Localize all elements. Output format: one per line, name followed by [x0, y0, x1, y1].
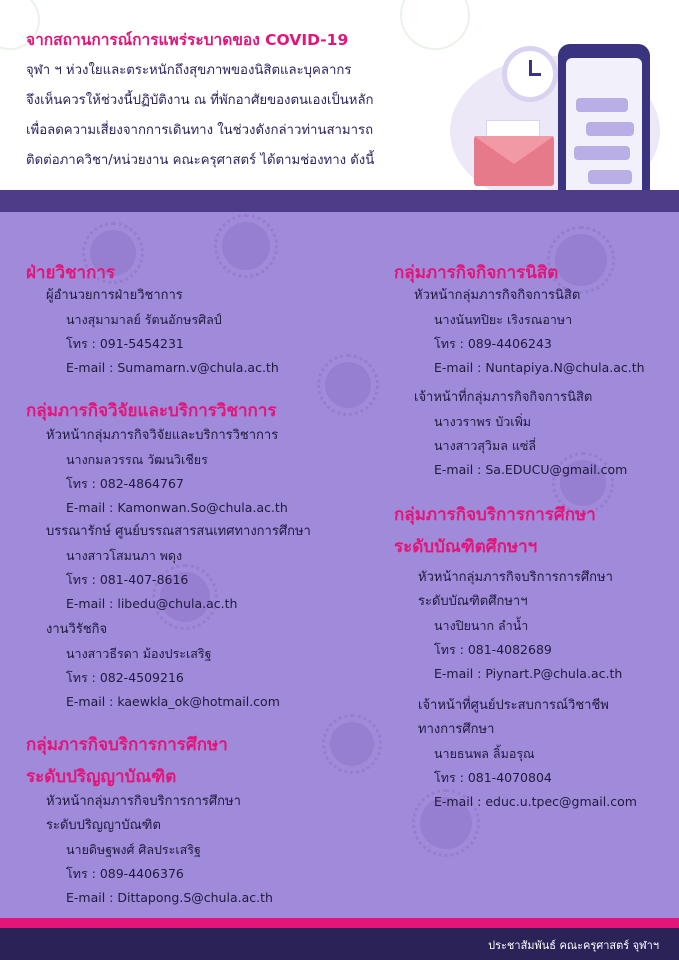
chat-bubble-icon [586, 122, 634, 136]
contact-phone: โทร : 082-4509216 [66, 670, 184, 685]
role-label: หัวหน้ากลุ่มภารกิจบริการการศึกษา [418, 570, 613, 585]
contact-phone: โทร : 089-4406376 [66, 866, 184, 881]
role-label: หัวหน้ากลุ่มภารกิจกิจการนิสิต [414, 288, 581, 303]
section-title-grad: กลุ่มภารกิจบริการการศึกษา [394, 505, 596, 525]
role-label: เจ้าหน้าที่กลุ่มภารกิจกิจการนิสิต [414, 390, 593, 405]
chat-bubble-icon [574, 146, 630, 160]
virus-icon [555, 234, 607, 286]
contact-email[interactable]: E-mail : libedu@chula.ac.th [66, 596, 238, 611]
contact-email[interactable]: E-mail : Nuntapiya.N@chula.ac.th [434, 360, 645, 375]
header [0, 0, 679, 190]
section-title-research: กลุ่มภารกิจวิจัยและบริการวิชาการ [26, 401, 277, 421]
clock-icon [502, 46, 558, 102]
contact-phone: โทร : 081-407-8616 [66, 572, 189, 587]
footer [0, 928, 679, 960]
role-label: หัวหน้ากลุ่มภารกิจวิจัยและบริการวิชาการ [46, 428, 279, 443]
role-label: ระดับปริญญาบัณฑิต [46, 818, 161, 833]
accent-stripe [0, 918, 679, 928]
intro-text [26, 30, 446, 176]
contact-name: นางวราพร บัวเพิ่ม [434, 414, 532, 429]
chat-bubble-icon [576, 98, 628, 112]
role-label: เจ้าหน้าที่ศูนย์ประสบการณ์วิชาชีพ [418, 698, 609, 713]
contact-email[interactable]: E-mail : educ.u.tpec@gmail.com [434, 794, 637, 809]
contact-phone: โทร : 091-5454231 [66, 336, 184, 351]
envelope-icon [474, 136, 554, 186]
contact-phone: โทร : 082-4864767 [66, 476, 184, 491]
contact-phone: โทร : 081-4082689 [434, 642, 552, 657]
contact-section [0, 212, 679, 918]
contact-email[interactable]: E-mail : Dittapong.S@chula.ac.th [66, 890, 273, 905]
contact-email[interactable]: E-mail : Sumamarn.v@chula.ac.th [66, 360, 279, 375]
intro-line: จึงเห็นควรให้ช่วงนี้ปฏิบัติงาน ณ ที่พักอาศัยของตนเองเป็นหลัก [26, 93, 374, 108]
role-label: ระดับบัณฑิตศึกษาฯ [418, 594, 528, 609]
contact-name: นางสาวธีรดา ม้องประเสริฐ [66, 646, 212, 661]
virus-icon [325, 362, 371, 408]
intro-line: เพื่อลดความเสี่ยงจากการเดินทาง ในช่วงดังกล่าวท่านสามารถ [26, 123, 374, 138]
intro-title: จากสถานการณ์การแพร่ระบาดของ COVID-19 [26, 31, 349, 49]
contact-name: นางปิยนาก ลำน้ำ [434, 618, 529, 633]
section-title-undergrad-line2: ระดับปริญญาบัณฑิต [26, 767, 177, 787]
virus-icon [330, 722, 374, 766]
contact-name: นายดิษฐพงศ์ ศิลประเสริฐ [66, 842, 201, 857]
contact-phone: โทร : 081-4070804 [434, 770, 552, 785]
header-band [0, 190, 679, 212]
phone-screen [566, 58, 642, 190]
phone-icon [558, 44, 650, 190]
section-title-academic: ฝ่ายวิชาการ [26, 263, 116, 283]
contact-name: นางสาวสุวิมล แซ่ลี่ [434, 438, 537, 453]
intro-line: ติดต่อภาควิชา/หน่วยงาน คณะครุศาสตร์ ได้ตามช่องทาง ดังนี้ [26, 153, 375, 168]
footer-credit: ประชาสัมพันธ์ คณะครุศาสตร์ จุฬาฯ [488, 939, 659, 952]
contact-email[interactable]: E-mail : kaewkla_ok@hotmail.com [66, 694, 280, 709]
contact-name: นางนันทปิยะ เริงรณอาษา [434, 312, 573, 327]
chat-bubble-icon [588, 170, 632, 184]
role-label: ทางการศึกษา [418, 722, 495, 737]
contact-name: นางสาวโสมนภา พดุง [66, 548, 183, 563]
contact-name: นายธนพล ลิ้มอรุณ [434, 746, 535, 761]
role-label: หัวหน้ากลุ่มภารกิจบริการการศึกษา [46, 794, 241, 809]
section-title-grad-line2: ระดับบัณฑิตศึกษาฯ [394, 537, 538, 557]
phone-illustration [450, 38, 670, 188]
intro-line: จุฬา ฯ ห่วงใยและตระหนักถึงสุขภาพของนิสิตและบุคลากร [26, 63, 352, 78]
contact-name: นางกมลวรรณ วัฒนวิเชียร [66, 452, 208, 467]
role-label: งานวิรัชกิจ [46, 622, 108, 637]
contact-email[interactable]: E-mail : Piynart.P@chula.ac.th [434, 666, 623, 681]
role-label: ผู้อำนวยการฝ่ายวิชาการ [46, 288, 183, 303]
contact-email[interactable]: E-mail : Sa.EDUCU@gmail.com [434, 462, 628, 477]
section-title-undergrad: กลุ่มภารกิจบริการการศึกษา [26, 735, 228, 755]
contact-phone: โทร : 089-4406243 [434, 336, 552, 351]
virus-icon [222, 222, 270, 270]
section-title-student: กลุ่มภารกิจกิจการนิสิต [394, 263, 559, 283]
contact-name: นางสุมามาลย์ รัตนอักษรศิลป์ [66, 312, 222, 327]
role-label: บรรณารักษ์ ศูนย์บรรณสารสนเทศทางการศึกษา [46, 524, 311, 539]
contact-email[interactable]: E-mail : Kamonwan.So@chula.ac.th [66, 500, 288, 515]
